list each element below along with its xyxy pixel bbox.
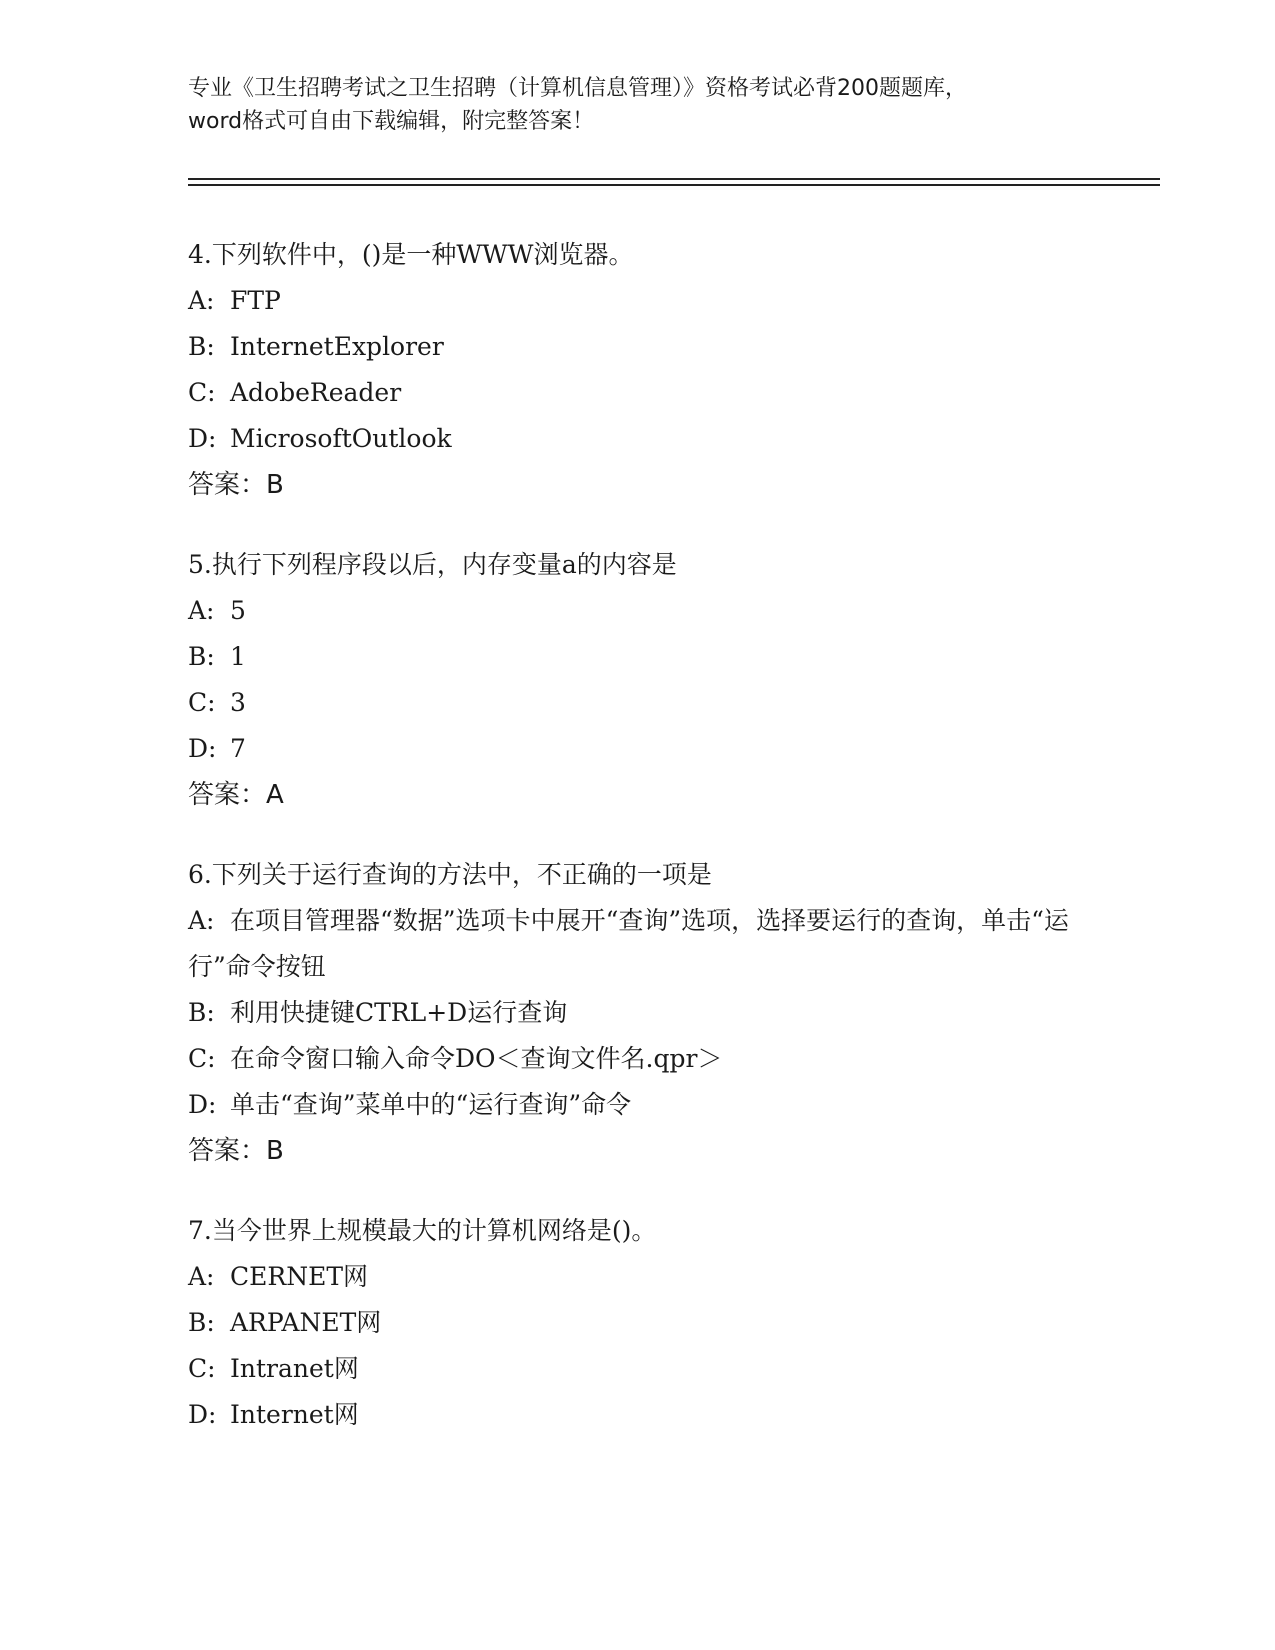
option-b xyxy=(188,1300,1088,1346)
option-key: C: xyxy=(188,1354,216,1383)
answer-line: 答案：B xyxy=(188,1136,284,1166)
question-stem: 6.下列关于运行查询的方法中，不正确的一项是 xyxy=(188,860,712,889)
option-b xyxy=(188,634,1088,680)
question-item xyxy=(188,852,1088,1174)
option-key: D: xyxy=(188,1090,217,1119)
question-item xyxy=(188,1208,1088,1438)
option-text: Intranet网 xyxy=(230,1354,359,1383)
question-stem: 4.下列软件中，()是一种WWW浏览器。 xyxy=(188,240,634,269)
option-key: D: xyxy=(188,734,217,763)
question-stem: 7.当今世界上规模最大的计算机网络是()。 xyxy=(188,1216,657,1245)
option-a xyxy=(188,1254,1088,1300)
option-c xyxy=(188,1346,1088,1392)
header-divider-bottom xyxy=(188,184,1160,186)
option-text: 在项目管理器“数据”选项卡中展开“查询”选项，选择要运行的查询，单击“运行”命令按钮 xyxy=(188,906,1069,981)
option-key: A: xyxy=(188,1262,215,1291)
option-c xyxy=(188,370,1088,416)
option-text: 3 xyxy=(230,688,246,717)
option-text: CERNET网 xyxy=(230,1262,369,1291)
option-key: C: xyxy=(188,378,216,407)
header-divider-top xyxy=(188,178,1160,180)
option-text: MicrosoftOutlook xyxy=(230,424,452,453)
option-text: 在命令窗口输入命令DO＜查询文件名.qpr＞ xyxy=(230,1044,723,1073)
option-key: A: xyxy=(188,286,215,315)
question-item xyxy=(188,232,1088,508)
option-key: D: xyxy=(188,424,217,453)
option-key: C: xyxy=(188,688,216,717)
option-text: InternetExplorer xyxy=(230,332,444,361)
option-d xyxy=(188,416,1088,462)
option-c xyxy=(188,680,1088,726)
question-item xyxy=(188,542,1088,818)
document-header xyxy=(188,72,1088,138)
option-b xyxy=(188,324,1088,370)
question-list xyxy=(188,232,1088,1472)
option-text: 利用快捷键CTRL+D运行查询 xyxy=(230,998,568,1027)
option-text: FTP xyxy=(230,286,281,315)
question-stem: 5.执行下列程序段以后，内存变量a的内容是 xyxy=(188,550,677,579)
option-text: Internet网 xyxy=(230,1400,359,1429)
option-text: 5 xyxy=(230,596,246,625)
option-d xyxy=(188,1082,1088,1128)
option-key: A: xyxy=(188,906,215,935)
option-key: B: xyxy=(188,642,215,671)
answer-line: 答案：A xyxy=(188,780,284,810)
option-key: B: xyxy=(188,1308,215,1337)
header-line-2: word格式可自由下载编辑，附完整答案！ xyxy=(188,109,595,134)
option-a xyxy=(188,898,1088,990)
option-d xyxy=(188,726,1088,772)
option-key: B: xyxy=(188,998,215,1027)
option-key: D: xyxy=(188,1400,217,1429)
header-line-1: 专业《卫生招聘考试之卫生招聘（计算机信息管理）》资格考试必背200题题库， xyxy=(188,76,967,101)
option-key: C: xyxy=(188,1044,216,1073)
answer-line: 答案：B xyxy=(188,470,284,500)
option-text: 1 xyxy=(230,642,246,671)
option-a xyxy=(188,588,1088,634)
option-text: AdobeReader xyxy=(230,378,402,407)
option-text: ARPANET网 xyxy=(230,1308,382,1337)
option-c xyxy=(188,1036,1088,1082)
option-text: 7 xyxy=(230,734,246,763)
option-d xyxy=(188,1392,1088,1438)
option-text: 单击“查询”菜单中的“运行查询”命令 xyxy=(230,1090,632,1119)
option-key: B: xyxy=(188,332,215,361)
option-a xyxy=(188,278,1088,324)
option-b xyxy=(188,990,1088,1036)
option-key: A: xyxy=(188,596,215,625)
